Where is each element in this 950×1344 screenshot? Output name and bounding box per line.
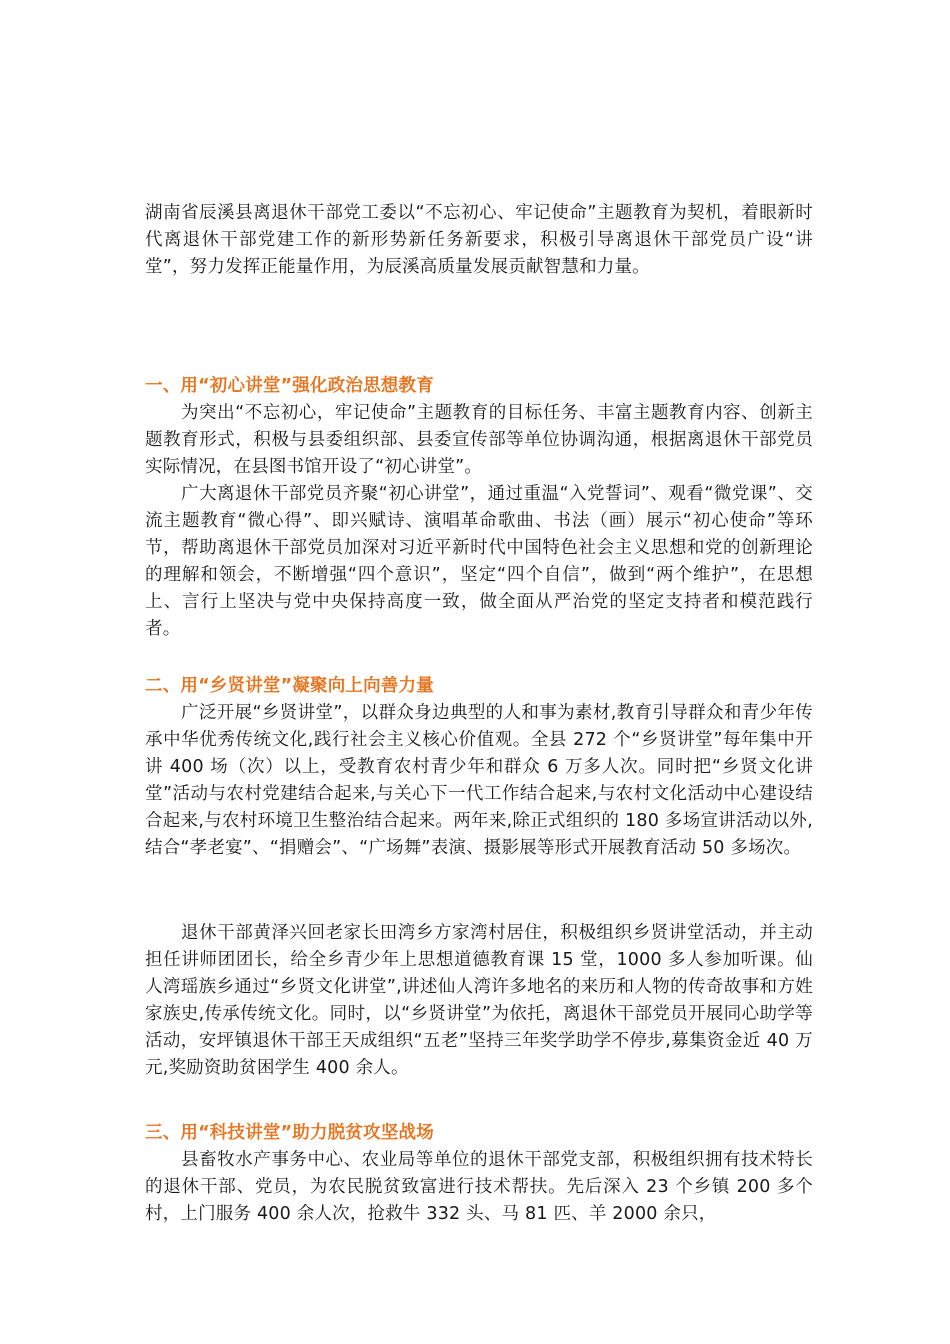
section-3 xyxy=(145,1120,813,1228)
section-2 xyxy=(145,673,813,862)
section-1-heading: 一、用“初心讲堂”强化政治思想教育 xyxy=(145,376,434,396)
intro-paragraph-block xyxy=(145,200,813,281)
section-2-paragraph-2: 退休干部黄泽兴回老家长田湾乡方家湾村居住，积极组织乡贤讲堂活动，并主动担任讲师团团长，给全乡青少年上思想道德教育课 15 堂，1000 多人参加听课。仙人湾瑶族乡通过“乡贤文化讲堂”,讲述仙人湾许多地名的来历和人物的传奇故事和方姓家族史,传承传统文化。同时，以“乡贤讲堂”为依托，离退休干部党员开展同心助学等活动，安坪镇退休干部王天成组织“五老”坚持三年奖学助学不停步,募集资金近 40 万元,奖励资助贫困学生 400 余人。 xyxy=(145,923,813,1078)
section-2-story xyxy=(145,920,813,1082)
section-3-paragraph-1: 县畜牧水产事务中心、农业局等单位的退休干部党支部，积极组织拥有技术特长的退休干部、党员，为农民脱贫致富进行技术帮扶。先后深入 23 个乡镇 200 多个村，上门服务 400 余人次，抢救牛 332 头、马 81 匹、羊 2000 余只， xyxy=(145,1150,813,1224)
section-1-paragraph-2: 广大离退休干部党员齐聚“初心讲堂”，通过重温“入党誓词”、观看“微党课”、交流主题教育“微心得”、即兴赋诗、演唱革命歌曲、书法（画）展示“初心使命”等环节，帮助离退休干部党员加深对习近平新时代中国特色社会主义思想和党的创新理论的理解和领会，不断增强“四个意识”，坚定“四个自信”，做到“两个维护”，在思想上、言行上坚决与党中央保持高度一致，做全面从严治党的坚定支持者和模范践行者。 xyxy=(145,484,813,639)
section-3-heading: 三、用“科技讲堂”助力脱贫攻坚战场 xyxy=(145,1123,434,1143)
section-1 xyxy=(145,373,813,643)
section-1-paragraph-1: 为突出“不忘初心，牢记使命”主题教育的目标任务、丰富主题教育内容、创新主题教育形式，积极与县委组织部、县委宣传部等单位协调沟通，根据离退休干部党员实际情况，在县图书馆开设了“初心讲堂”。 xyxy=(145,403,813,477)
intro-paragraph: 湖南省辰溪县离退休干部党工委以“不忘初心、牢记使命”主题教育为契机，着眼新时代离退休干部党建工作的新形势新任务新要求，积极引导离退休干部党员广设“讲堂”，努力发挥正能量作用，为辰溪高质量发展贡献智慧和力量。 xyxy=(145,203,813,277)
section-2-heading: 二、用“乡贤讲堂”凝聚向上向善力量 xyxy=(145,676,434,696)
section-2-paragraph-1: 广泛开展“乡贤讲堂”，以群众身边典型的人和事为素材,教育引导群众和青少年传承中华优秀传统文化,践行社会主义核心价值观。全县 272 个“乡贤讲堂”每年集中开讲 400 场（次）以上，受教育农村青少年和群众 6 万多人次。同时把“乡贤文化讲堂”活动与农村党建结合起来,与关心下一代工作结合起来,与农村文化活动中心建设结合起来,与农村环境卫生整治结合起来。两年来,除正式组织的 180 多场宣讲活动以外,结合“孝老宴”、“捐赠会”、“广场舞”表演、摄影展等形式开展教育活动 50 多场次。 xyxy=(145,703,813,858)
